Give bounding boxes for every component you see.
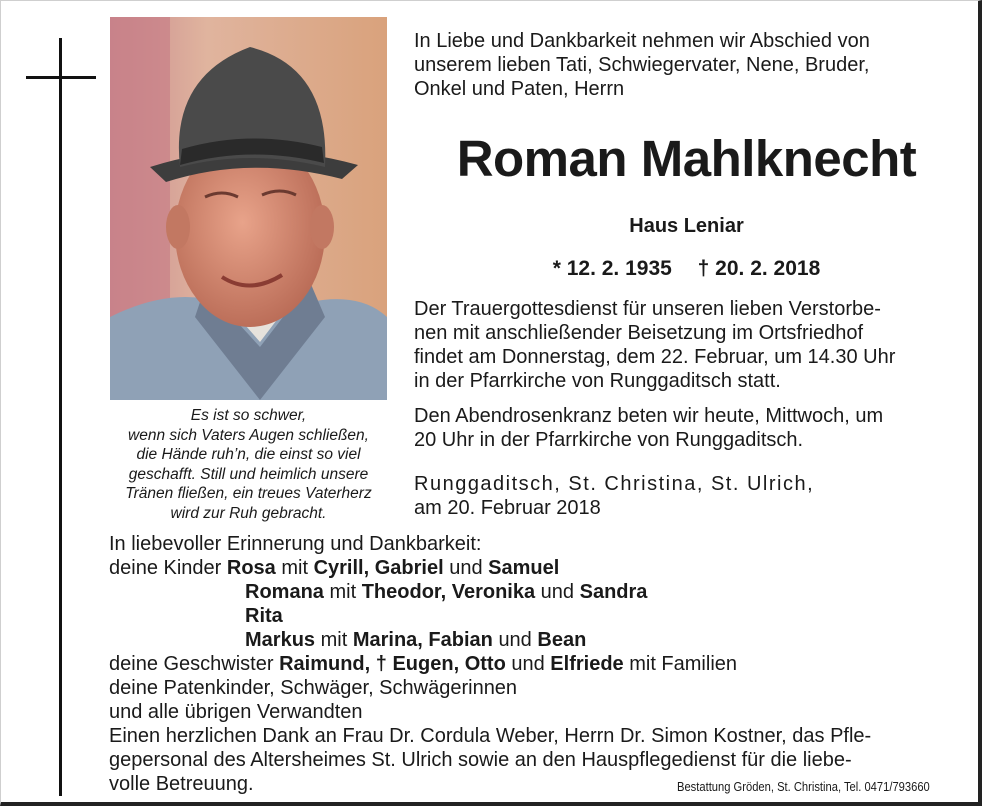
poem-line: wird zur Ruh gebracht. <box>170 504 327 522</box>
service-line: Der Trauergottesdienst für unseren lieben Verstorbe- <box>414 298 881 320</box>
rosary-line: Den Abendrosenkranz beten wir heute, Mittwoch, um <box>414 405 884 427</box>
death-date: † 20. 2. 2018 <box>697 257 821 280</box>
portrait-photo <box>110 17 387 400</box>
connector-text: und <box>540 581 575 603</box>
family-row-child <box>109 580 737 604</box>
sibling-name: † Eugen, <box>375 653 460 675</box>
funeral-service-text <box>414 297 895 393</box>
connector-text: mit <box>281 557 309 579</box>
child-name: Romana <box>245 581 324 603</box>
thanks-line: volle Betreuung. <box>109 773 254 795</box>
family-intro: In liebevoller Erinnerung und Dankbarkeit: <box>109 533 482 555</box>
grandchild-name: Sandra <box>579 581 648 603</box>
grandchild-name: Gabriel <box>374 557 444 579</box>
deceased-name: Roman Mahlknecht <box>456 130 917 187</box>
family-row-siblings <box>109 652 737 676</box>
partner-name: Marina, <box>352 629 423 651</box>
partner-name: Cyrill, <box>313 557 370 579</box>
connector-text: und <box>498 629 532 651</box>
life-dates <box>414 256 959 282</box>
thanks-line: gepersonal des Altersheimes St. Ulrich sowie an den Hauspflegedienst für die liebe- <box>109 749 852 771</box>
family-list <box>109 532 737 724</box>
grandchild-name: Fabian <box>428 629 493 651</box>
sibling-name: Raimund, <box>279 653 371 675</box>
connector-text: mit <box>329 581 357 603</box>
place-line: Runggaditsch, St. Christina, St. Ulrich, <box>414 473 815 495</box>
intro-line: unserem lieben Tati, Schwiegervater, Nene, Bruder, <box>414 54 870 76</box>
child-name: Markus <box>245 629 316 651</box>
place-date <box>414 472 814 520</box>
family-row-relatives: und alle übrigen Verwandten <box>109 701 363 723</box>
intro-line: Onkel und Paten, Herrn <box>414 78 625 100</box>
service-line: findet am Donnerstag, dem 22. Februar, um 14.30 Uhr <box>414 346 896 368</box>
connector-text: mit Familien <box>629 653 738 675</box>
sibling-name: Elfriede <box>550 653 624 675</box>
child-name: Rosa <box>226 557 276 579</box>
child-name: Rita <box>245 605 283 627</box>
poem-line: Tränen fließen, ein treues Vaterherz <box>125 485 372 502</box>
family-row-child <box>109 628 737 652</box>
poem <box>106 406 391 523</box>
intro-text <box>414 29 870 101</box>
cross-vertical-bar <box>59 38 62 796</box>
sibling-name: Otto <box>464 653 506 675</box>
children-label: deine Kinder <box>109 557 222 579</box>
poem-line: wenn sich Vaters Augen schließen, <box>128 426 369 444</box>
family-row-godchildren: deine Patenkinder, Schwäger, Schwägerinnen <box>109 677 518 699</box>
funeral-home-footer: Bestattung Gröden, St. Christina, Tel. 0471/793660 <box>677 779 930 794</box>
connector-text: und <box>449 557 483 579</box>
connector-text: mit <box>320 629 348 651</box>
siblings-label: deine Geschwister <box>109 653 274 675</box>
house-name: Haus Leniar <box>629 215 744 237</box>
partner-name: Theodor, <box>361 581 447 603</box>
date-line: am 20. Februar 2018 <box>414 497 601 519</box>
thanks-line: Einen herzlichen Dank an Frau Dr. Cordula Weber, Herrn Dr. Simon Kostner, das Pfle- <box>109 725 872 747</box>
intro-line: In Liebe und Dankbarkeit nehmen wir Abschied von <box>414 30 870 52</box>
rosary-line: 20 Uhr in der Pfarrkirche von Runggaditsch. <box>414 429 804 451</box>
family-row-children <box>109 556 737 580</box>
grandchild-name: Veronika <box>451 581 536 603</box>
rosary-text <box>414 404 883 452</box>
grandchild-name: Bean <box>537 629 587 651</box>
grandchild-name: Samuel <box>488 557 560 579</box>
service-line: nen mit anschließender Beisetzung im Ortsfriedhof <box>414 322 864 344</box>
birth-date: * 12. 2. 1935 <box>552 257 672 280</box>
family-row-child <box>109 604 737 628</box>
poem-line: die Hände ruh’n, die einst so viel <box>136 446 361 463</box>
cross-horizontal-bar <box>26 76 96 79</box>
poem-line: geschafft. Still und heimlich unsere <box>128 465 369 483</box>
service-line: in der Pfarrkirche von Runggaditsch statt. <box>414 370 781 392</box>
connector-text: und <box>511 653 545 675</box>
poem-line: Es ist so schwer, <box>190 407 307 424</box>
